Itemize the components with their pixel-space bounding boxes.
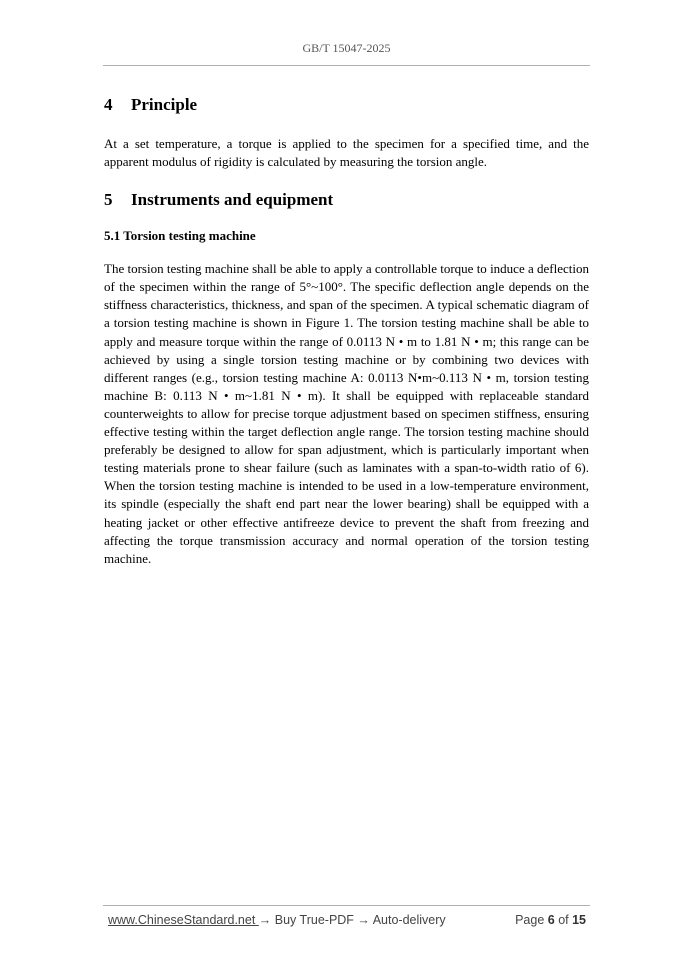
section-heading bbox=[104, 93, 589, 117]
header-divider bbox=[103, 65, 590, 66]
section-paragraph: At a set temperature, a torque is applied to the specimen for a specified time, and the apparent modulus of rigidity is calculated by measuring the torsion angle. bbox=[104, 136, 589, 170]
footer-promo bbox=[108, 913, 446, 927]
arrow-right-icon: → bbox=[357, 913, 370, 927]
page-label: Page bbox=[515, 913, 548, 927]
section-title: Instruments and equipment bbox=[131, 190, 334, 210]
section-title: Principle bbox=[131, 95, 198, 114]
website-link[interactable]: www.ChineseStandard.net bbox=[108, 913, 259, 927]
page-footer bbox=[108, 913, 586, 931]
page-total: 15 bbox=[572, 913, 586, 927]
document-body bbox=[104, 93, 589, 568]
page-current: 6 bbox=[547, 913, 555, 927]
page-number bbox=[515, 913, 586, 927]
buy-text: Buy True-PDF bbox=[271, 913, 358, 927]
footer-divider bbox=[103, 905, 590, 906]
section-number: 4 bbox=[104, 95, 113, 114]
subsection-paragraph: The torsion testing machine shall be able to apply a controllable torque to induce a deflection of the specimen within the range of 5°~100°. The specific deflection angle depends on the stiffness characteristics, thickness, and span of the specimen. A typical schematic diagram of a torsion testing machine is shown in Figure 1. The torsion testing machine shall be able to apply and measure torque within the range of 0.0113 N • m to 1.81 N • m; this range can be achieved by using a single torsion testing machine or by combining two devices with different ranges (e.g., torsion testing machine A: 0.0113 N•m~0.113 N • m, torsion testing machine B: 0.113 N • m~1.81 N • m). It shall be equipped with replaceable standard counterweights to allow for precise torque adjustment based on specimen stiffness, ensuring effective testing within the target deflection angle range. The torsion testing machine should preferably be designed to allow for span adjustment, which is particularly important when testing materials prone to shear failure (such as laminates with a span-to-width ratio of 6). When the torsion testing machine is intended to be used in a low-temperature environment, its spindle (especially the shaft end part near the lower bearing) shall be equipped with a heating jacket or other effective antifreeze device to prevent the shaft from freezing and affecting the torque transmission accuracy and normal operation of the torsion testing machine. bbox=[104, 261, 589, 566]
arrow-right-icon: → bbox=[258, 913, 272, 927]
section-heading bbox=[104, 188, 589, 212]
page-header: GB/T 15047-2025 bbox=[302, 41, 391, 55]
delivery-text: Auto-delivery bbox=[369, 913, 446, 927]
page-of: of bbox=[554, 913, 573, 927]
subsection-heading: 5.1 Torsion testing machine bbox=[104, 228, 256, 244]
section-number: 5 bbox=[104, 190, 113, 210]
